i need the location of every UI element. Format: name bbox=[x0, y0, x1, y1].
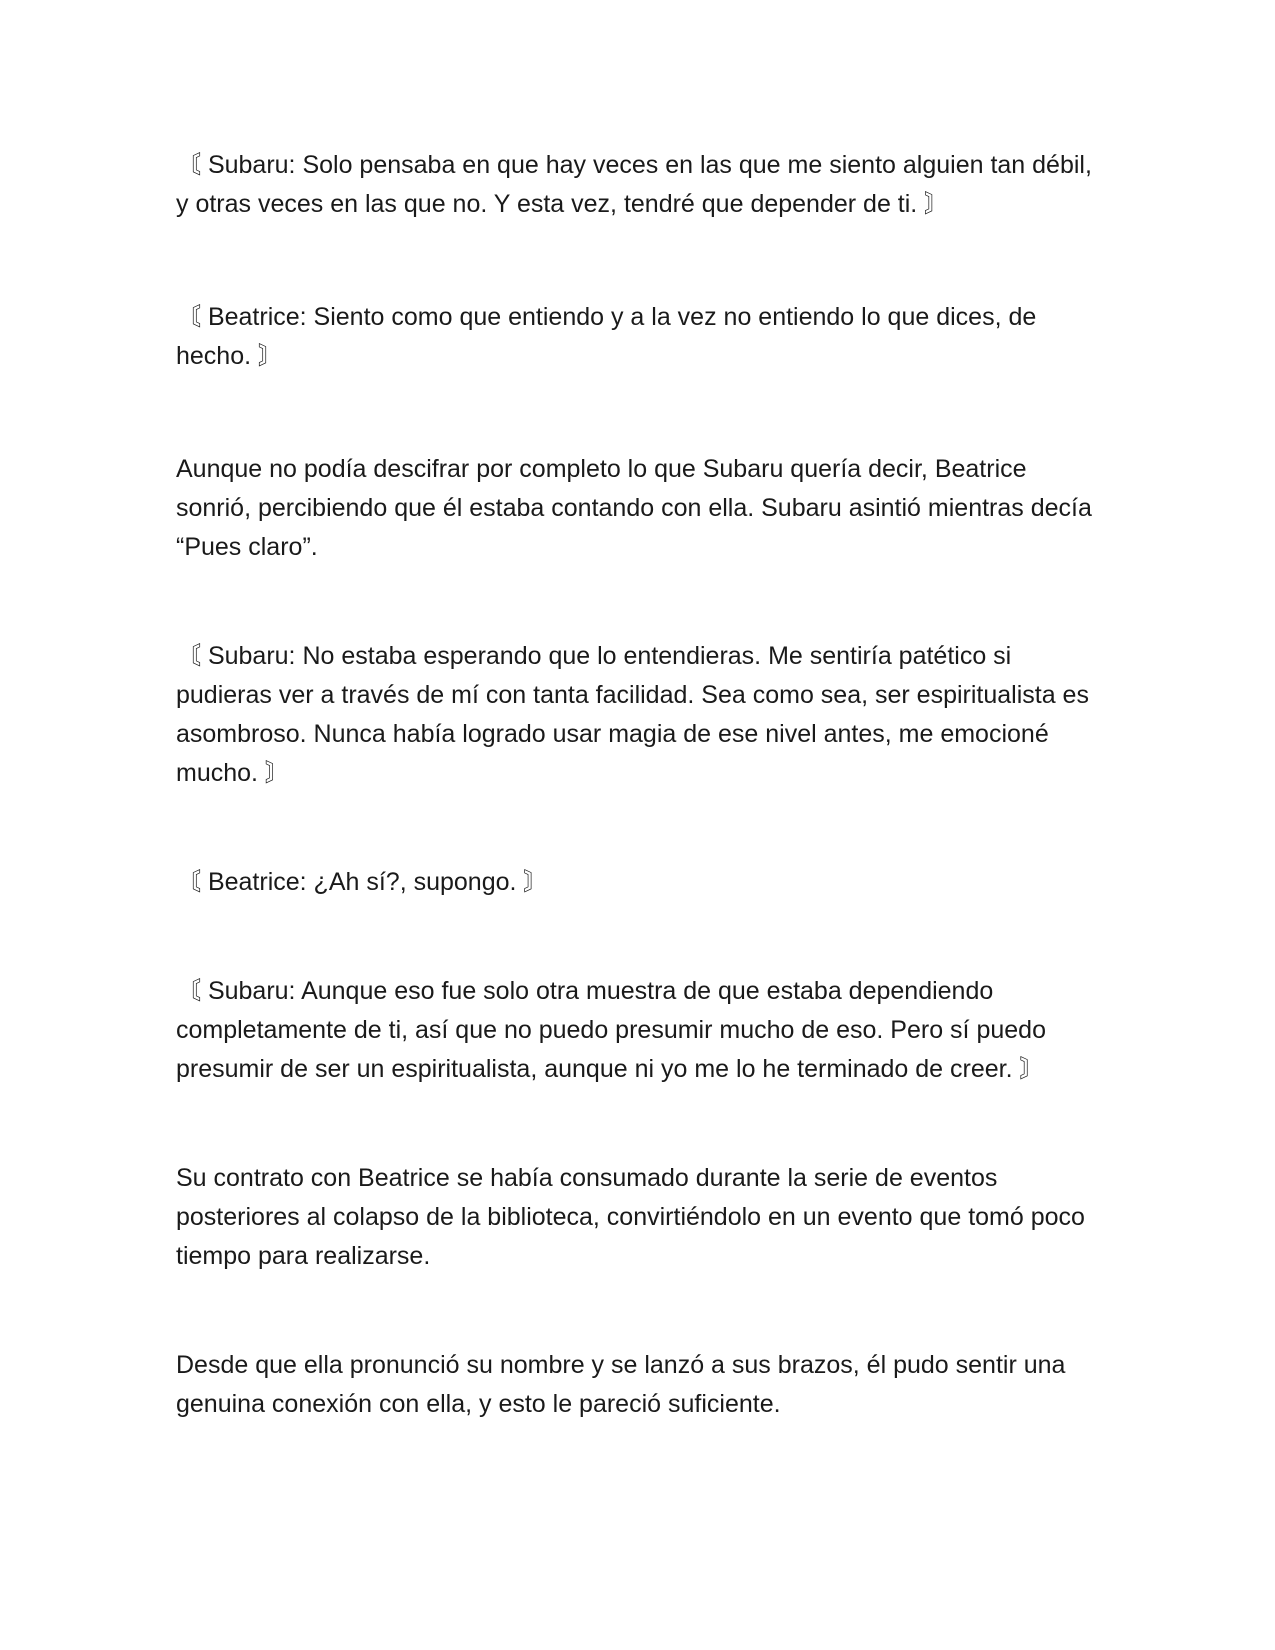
dialogue-subaru-1: 〘 Subaru: Solo pensaba en que hay veces en las que me siento alguien tan débil, y otras veces en las que no. Y esta vez, tendré que depender de ti. 〙 bbox=[176, 151, 1092, 218]
dialogue-subaru-2: 〘 Subaru: No estaba esperando que lo entendieras. Me sentiría patético si pudieras ver a través de mí con tanta facilidad. Sea como sea, ser espiritualista es asombroso. Nunca había logrado usar magia de ese nivel antes, me emocioné mucho. 〙 bbox=[176, 642, 1089, 787]
paragraph-gap bbox=[176, 902, 1106, 972]
paragraph-gap bbox=[176, 793, 1106, 863]
paragraph-gap bbox=[176, 1276, 1106, 1346]
dialogue-beatrice-1: 〘 Beatrice: Siento como que entiendo y a la vez no entiendo lo que dices, de hecho. 〙 bbox=[176, 303, 1037, 370]
paragraph-gap bbox=[176, 376, 1106, 450]
narration-3: Desde que ella pronunció su nombre y se lanzó a sus brazos, él pudo sentir una genuina conexión con ella, y esto le pareció suficiente. bbox=[176, 1351, 1066, 1418]
paragraph-gap bbox=[176, 567, 1106, 637]
paragraph-gap bbox=[176, 224, 1106, 298]
dialogue-beatrice-2: 〘 Beatrice: ¿Ah sí?, supongo. 〙 bbox=[176, 868, 549, 896]
narration-1: Aunque no podía descifrar por completo lo que Subaru quería decir, Beatrice sonrió, percibiendo que él estaba contando con ella. Subaru asintió mientras decía “Pues claro”. bbox=[176, 455, 1092, 561]
document-body bbox=[176, 146, 1106, 1424]
dialogue-subaru-3: 〘 Subaru: Aunque eso fue solo otra muestra de que estaba dependiendo completamente de ti, así que no puedo presumir mucho de eso. Pero sí puedo presumir de ser un espiritualista, aunque ni yo me lo he terminado de creer. 〙 bbox=[176, 977, 1046, 1083]
paragraph-gap bbox=[176, 1089, 1106, 1159]
narration-2: Su contrato con Beatrice se había consumado durante la serie de eventos posteriores al colapso de la biblioteca, convirtiéndolo en un evento que tomó poco tiempo para realizarse. bbox=[176, 1164, 1085, 1270]
